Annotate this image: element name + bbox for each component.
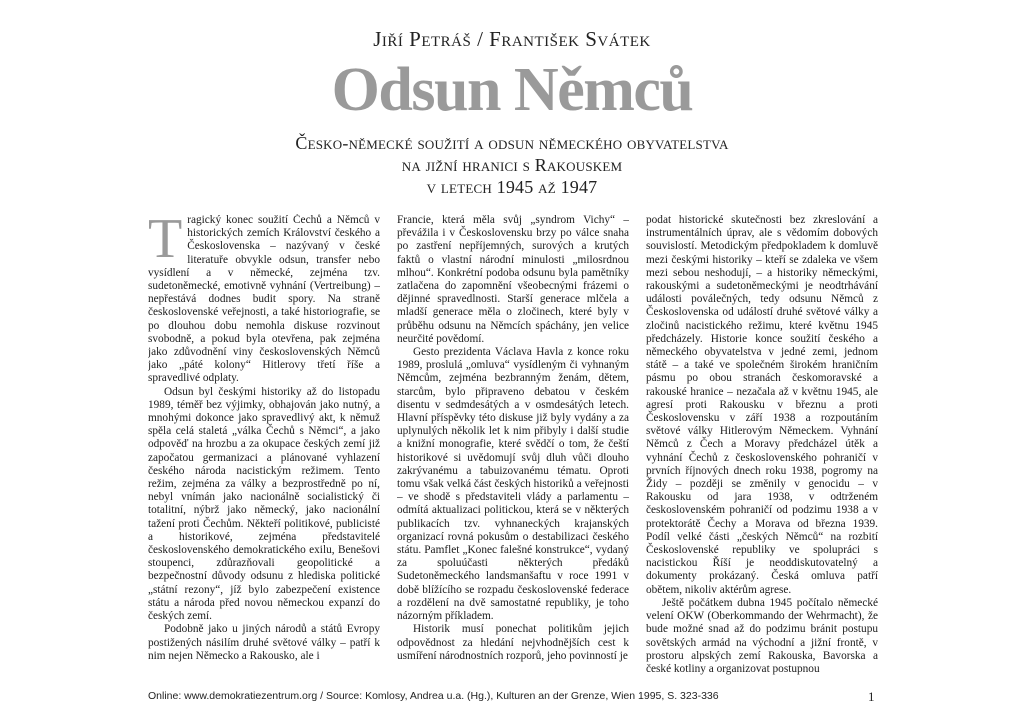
source-footer: Online: www.demokratiezentrum.org / Source: Komlosy, Andrea u.a. (Hg.), Kulturen an der Grenze, Wien 1995, S. 323-336: [148, 690, 719, 702]
paragraph: Ještě počátkem dubna 1945 počítalo německé velení OKW (Oberkommando der Wehrmacht), že bude možné snad až do podzimu bránit postupu sovětských armád na východní a jižní frontě, v prostoru alpských zemí Rakouska, Bavorska a české kotliny a organizovat postupnou: [646, 596, 878, 675]
authors-line: Jiří Petráš / František Svátek: [373, 27, 651, 51]
subtitle-line: Česko-německé soužití a odsun německého obyvatelstva: [295, 133, 729, 153]
text-column-2: [397, 214, 629, 682]
drop-cap: T: [148, 214, 183, 270]
document-title: Odsun Němců: [331, 56, 693, 124]
paragraph: Podobně jako u jiných národů a států Evropy postižených násilím druhé světové války – patří k nim nejen Německo a Rakousko, ale i: [148, 623, 380, 662]
text-column-1: [148, 214, 380, 682]
paragraph: podat historické skutečnosti bez zkreslování a instrumentálních úprav, ale s vědomím dobových souvislostí. Metodickým předpokladem k domluvě mezi českými historiky – kteří se zdaleka ve všem mezi sebou neshodují, – a historiky německými, rakouskými a sudetoněmeckými je neodtrhávání události poválečných, tedy odsunu Němců z Československa od událostí druhé světové války a zločinů nacistického režimu, které květnu 1945 předcházely. Historie konce soužití českého a německého obyvatelstva v jedné zemi, jednom státě – a také ve společném širokém hraničním pásmu po obou stranách českomoravské a rakouské hranice – nezačala až v květnu 1945, ale agresí proti Rakousku v březnu a proti Československu v září 1938 a rozpoutáním světové války Hitlerovým Německem. Vyhnání Němců z Čech a Moravy předcházel útěk a vyhnání Čechů z československého pohraničí v prvních říjnových dnech roku 1938, pogromy na Židy – později se změnily v genocidu – v Rakousku od jara 1938, v odtrženém československém pohraničí od podzimu 1938 a v protektorátě Čechy a Morava od března 1939. Podíl velké části „českých Němců“ na rozbití Československé republiky ve spolupráci s nacistickou Říší je neoddiskutovatelný a dokumenty prokázaný. Česká omluva patří obětem, nikoliv aktérům agrese.: [646, 214, 878, 596]
paragraph: [148, 214, 380, 386]
paragraph: Historik musí ponechat politikům jejich odpovědnost za hledání nejvhodnějších cest k usmíření národnostních rozporů, jeho povinností je: [397, 623, 629, 662]
text-column-3: [646, 214, 878, 682]
paragraph-text: ragický konec soužití Čechů a Němců v historických zemích Království českého a Československa – nazývaný v české literatuře obvykle odsun, transfer nebo vysídlení a v německé, zejména tzv. sudetoněmecké, emotivně vyhnání (Vertreibung) – nepřestává dodnes budit spory. Na straně československé veřejnosti, a také historiografie, se po dlouhou dobu nemohla diskuse rozvinout svobodně, a pokud byla otevřena, pak zejména jako zdůvodnění viny československých Němců jako „páté kolony“ Hitlerovy třetí říše a spravedlivé odplaty.: [148, 214, 380, 385]
subtitle-line: na jižní hranici s Rakouskem: [401, 155, 623, 175]
paragraph: Odsun byl českými historiky až do listopadu 1989, téměř bez výjimky, obhajován jako nutný, a mnohými dokonce jako spravedlivý akt, k němuž spěla celá staletá „válka Čechů s Němci“, a jako odpověď na hrozbu a za okupace českých zemí již započatou germanizaci a plánované vyhlazení českého národa nacistickým režimem. Tento režim, zejména za války a bezprostředně po ní, nebyl vnímán jako nacionálně socialistický či totalitní, nýbrž jako německý, jako nacionální tažení proti Čechům. Někteří politikové, publicisté a historikové, zejména představitelé československého demokratického exilu, Benešovi stoupenci, zdůrazňovali geopolitické a bezpečnostní důvody odsunu z hlediska politické „státní rezony“, jíž bylo zabezpečení existence státu a národa před novou německou expanzí do českých zemí.: [148, 385, 380, 623]
subtitle-line: v letech 1945 až 1947: [426, 177, 598, 197]
paragraph: Francie, která měla svůj „syndrom Vichy“ – převážila i v Československu brzy po válce snaha po zastření nepříjemných, surových a krutých faktů o vlastní národní minulosti „milosrdnou mlhou“. Konkrétní podoba odsunu byla pamětníky zatlačena do zapomnění všeobecnými frázemi o dějinné spravedlnosti. Starší generace mlčela a mladší generace měla o zločinech, které byly v průběhu odsunu na Němcích spáchány, jen velice neurčité povědomí.: [397, 214, 629, 345]
subtitle: [0, 132, 1024, 198]
paragraph: Gesto prezidenta Václava Havla z konce roku 1989, proslulá „omluva“ vysídleným či vyhnaným Němcům, zejména bezbranným ženám, dětem, starcům, bylo připraveno debatou v českém disentu v sedmdesátých a v osmdesátých letech. Hlavní příspěvky této diskuse již byly vydány a za uplynulých několik let k nim přibyly i další studie a knižní monografie, které svědčí o tom, že čeští historikové si uvědomují svůj dluh vůči dlouho zakrývanému a tabuizovanému tématu. Oproti tomu však velká část českých historiků a veřejnosti – ve shodě s představiteli vlády a parlamentu – odmítá aktualizaci politickou, která se v některých publikacích tzv. vyhnaneckých krajanských organizací rovná pokusům o destabilizaci českého státu. Pamflet „Konec falešné konstrukce“, vydaný za spoluúčasti některých předáků Sudetoněmeckého landsmanšaftu v roce 1991 v době blížícího se rozpadu československé federace a rozdělení na dvě samostatné republiky, je toho názorným příkladem.: [397, 346, 629, 623]
page-number: 1: [868, 689, 875, 704]
